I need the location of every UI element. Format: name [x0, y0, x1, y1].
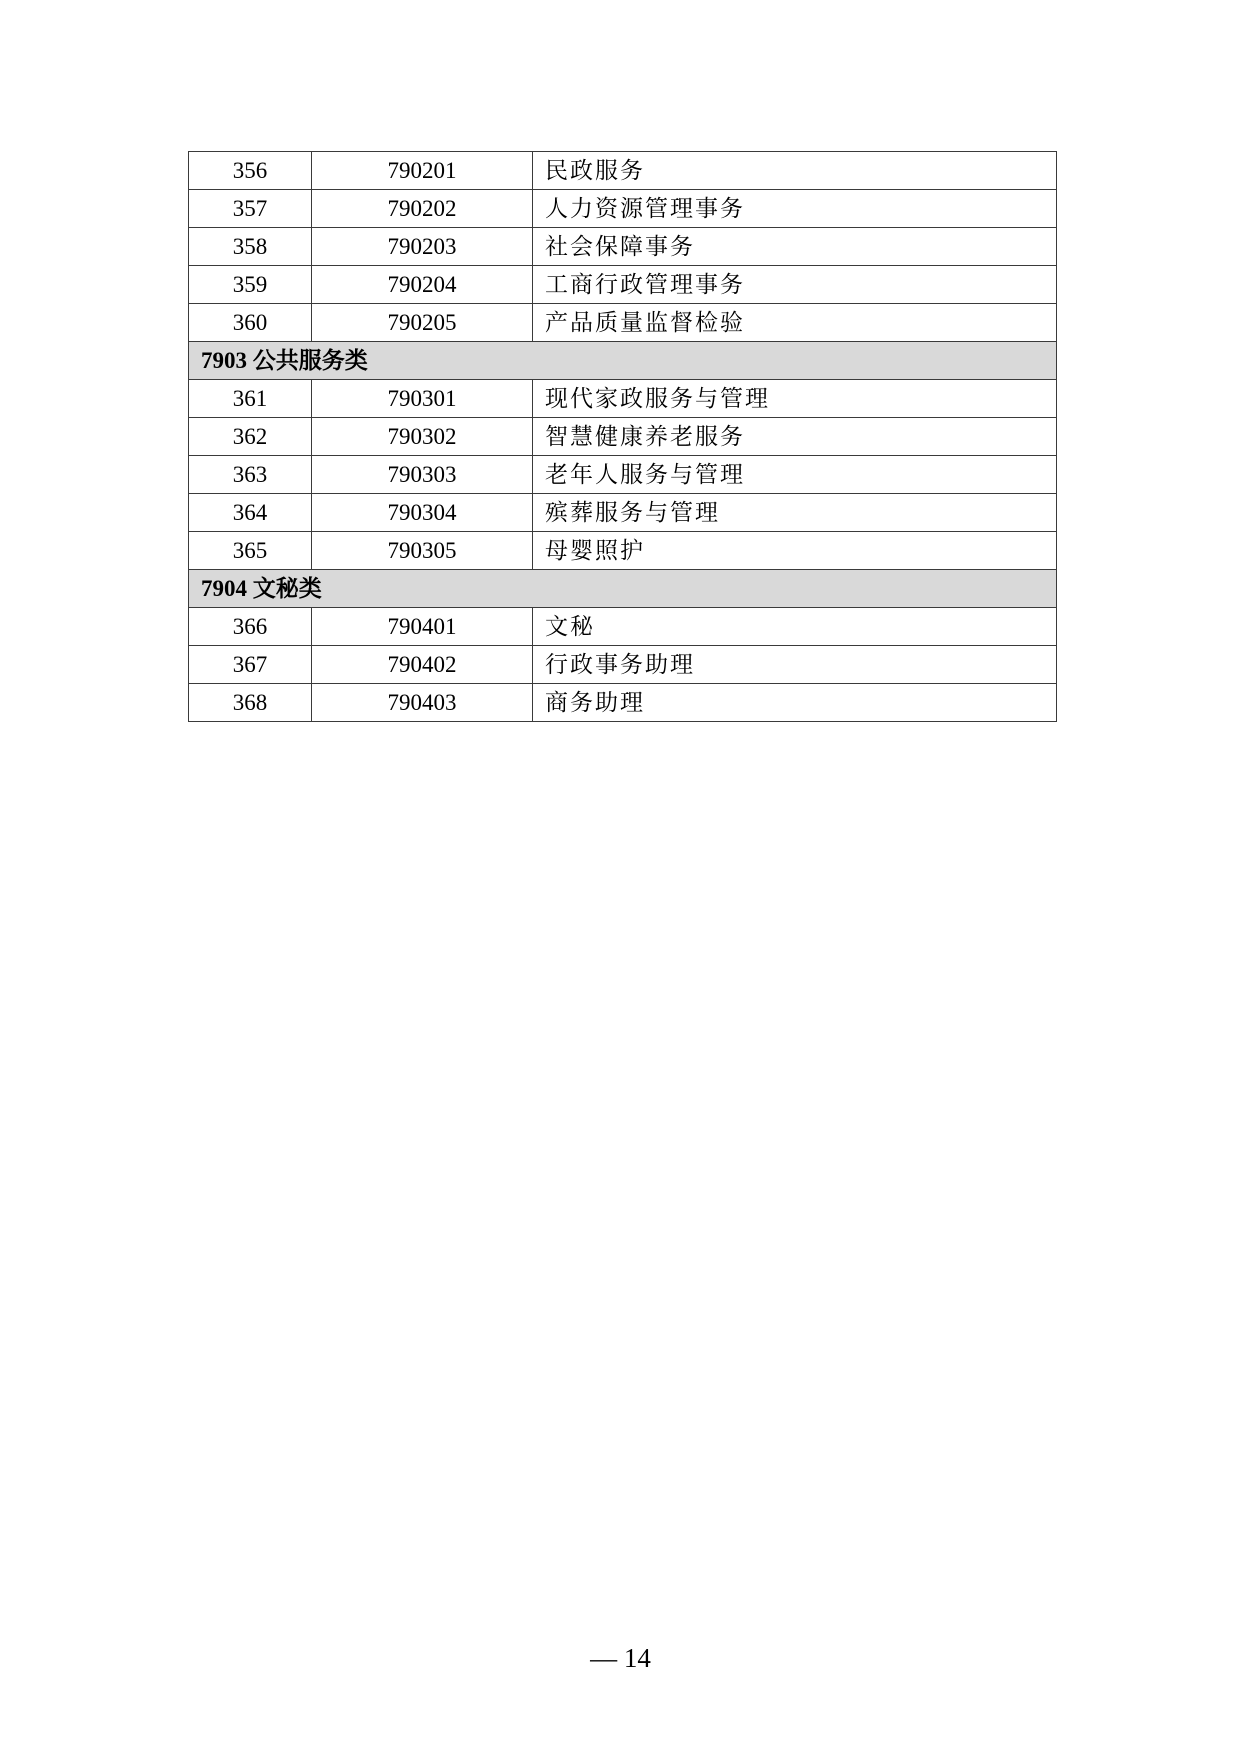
major-name-cell: 智慧健康养老服务 — [533, 418, 1057, 456]
serial-number-cell: 362 — [189, 418, 312, 456]
major-code-cell: 790202 — [312, 190, 533, 228]
major-name-cell: 殡葬服务与管理 — [533, 494, 1057, 532]
major-code-cell: 790203 — [312, 228, 533, 266]
serial-number-cell: 358 — [189, 228, 312, 266]
major-name-cell: 社会保障事务 — [533, 228, 1057, 266]
table-row — [189, 684, 1057, 722]
major-code-cell: 790304 — [312, 494, 533, 532]
major-table-body — [189, 152, 1057, 722]
major-name-cell: 工商行政管理事务 — [533, 266, 1057, 304]
table-row — [189, 380, 1057, 418]
serial-number-cell: 365 — [189, 532, 312, 570]
serial-number-cell: 364 — [189, 494, 312, 532]
table-row — [189, 608, 1057, 646]
category-header-row — [189, 342, 1057, 380]
serial-number-cell: 367 — [189, 646, 312, 684]
table-row — [189, 532, 1057, 570]
serial-number-cell: 361 — [189, 380, 312, 418]
major-name-cell: 老年人服务与管理 — [533, 456, 1057, 494]
major-name-cell: 现代家政服务与管理 — [533, 380, 1057, 418]
page-number: — 14 — [590, 1643, 651, 1673]
table-row — [189, 152, 1057, 190]
major-code-cell: 790201 — [312, 152, 533, 190]
major-code-cell: 790403 — [312, 684, 533, 722]
major-code-cell: 790302 — [312, 418, 533, 456]
table-row — [189, 266, 1057, 304]
table-row — [189, 418, 1057, 456]
table-row — [189, 228, 1057, 266]
category-title: 7903 公共服务类 — [189, 342, 1057, 380]
serial-number-cell: 356 — [189, 152, 312, 190]
table-row — [189, 494, 1057, 532]
major-code-cell: 790303 — [312, 456, 533, 494]
major-code-cell: 790204 — [312, 266, 533, 304]
major-table — [188, 151, 1057, 722]
major-name-cell: 人力资源管理事务 — [533, 190, 1057, 228]
major-code-cell: 790401 — [312, 608, 533, 646]
serial-number-cell: 357 — [189, 190, 312, 228]
table-row — [189, 190, 1057, 228]
category-header-row — [189, 570, 1057, 608]
major-name-cell: 民政服务 — [533, 152, 1057, 190]
major-name-cell: 商务助理 — [533, 684, 1057, 722]
major-name-cell: 文秘 — [533, 608, 1057, 646]
serial-number-cell: 366 — [189, 608, 312, 646]
serial-number-cell: 359 — [189, 266, 312, 304]
category-title: 7904 文秘类 — [189, 570, 1057, 608]
major-name-cell: 母婴照护 — [533, 532, 1057, 570]
table-row — [189, 304, 1057, 342]
serial-number-cell: 363 — [189, 456, 312, 494]
table-row — [189, 456, 1057, 494]
table-row — [189, 646, 1057, 684]
major-code-cell: 790305 — [312, 532, 533, 570]
major-code-cell: 790402 — [312, 646, 533, 684]
major-name-cell: 产品质量监督检验 — [533, 304, 1057, 342]
major-code-cell: 790301 — [312, 380, 533, 418]
serial-number-cell: 368 — [189, 684, 312, 722]
serial-number-cell: 360 — [189, 304, 312, 342]
major-code-cell: 790205 — [312, 304, 533, 342]
major-name-cell: 行政事务助理 — [533, 646, 1057, 684]
